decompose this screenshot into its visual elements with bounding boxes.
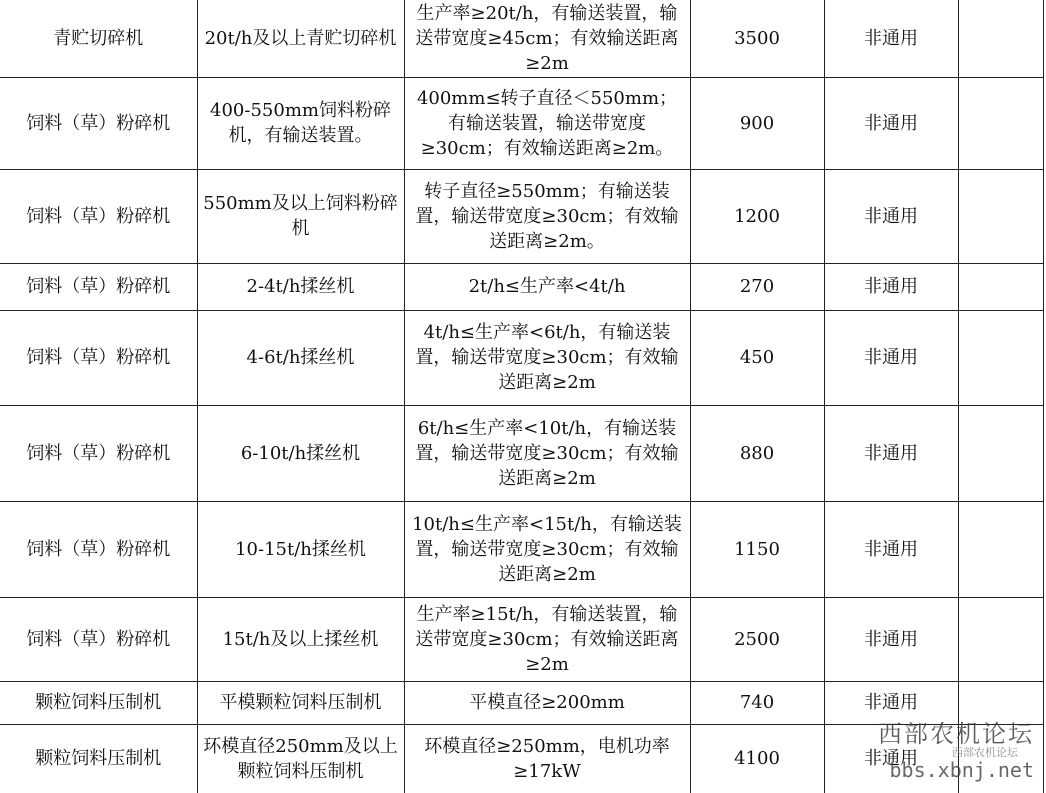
note-cell (958, 501, 1043, 597)
spec-cell: 平模直径≥200mm (404, 681, 690, 724)
type-cell: 非通用 (824, 169, 958, 263)
type-cell: 非通用 (824, 263, 958, 310)
machine-name-cell: 饲料（草）粉碎机 (0, 405, 197, 501)
type-cell: 非通用 (824, 0, 958, 77)
table-row (0, 597, 1043, 681)
model-cell: 2-4t/h揉丝机 (197, 263, 404, 310)
model-cell: 平模颗粒饲料压制机 (197, 681, 404, 724)
machine-name-cell: 饲料（草）粉碎机 (0, 310, 197, 405)
table-row (0, 724, 1043, 793)
model-cell: 400-550mm饲料粉碎机，有输送装置。 (197, 77, 404, 169)
spec-cell: 10t/h≤生产率<15t/h，有输送装置，输送带宽度≥30cm；有效输送距离≥2m (404, 501, 690, 597)
note-cell (958, 405, 1043, 501)
note-cell (958, 310, 1043, 405)
machine-name-cell: 饲料（草）粉碎机 (0, 597, 197, 681)
model-cell: 15t/h及以上揉丝机 (197, 597, 404, 681)
table-row (0, 77, 1043, 169)
type-cell: 非通用 (824, 405, 958, 501)
subsidy-cell: 900 (690, 77, 824, 169)
table-row (0, 0, 1043, 77)
spec-cell: 生产率≥15t/h，有输送装置，输送带宽度≥30cm；有效输送距离≥2m (404, 597, 690, 681)
machine-name-cell: 颗粒饲料压制机 (0, 681, 197, 724)
table-row (0, 169, 1043, 263)
type-cell: 非通用 (824, 724, 958, 793)
type-cell: 非通用 (824, 597, 958, 681)
subsidy-cell: 880 (690, 405, 824, 501)
spec-cell: 生产率≥20t/h，有输送装置，输送带宽度≥45cm；有效输送距离≥2m (404, 0, 690, 77)
watermark-url: bbs.xbnj.net (889, 758, 1034, 782)
machine-name-cell: 饲料（草）粉碎机 (0, 501, 197, 597)
machine-name-cell: 饲料（草）粉碎机 (0, 77, 197, 169)
table-row (0, 310, 1043, 405)
subsidy-cell: 740 (690, 681, 824, 724)
model-cell: 环模直径250mm及以上颗粒饲料压制机 (197, 724, 404, 793)
spec-cell: 6t/h≤生产率<10t/h，有输送装置，输送带宽度≥30cm；有效输送距离≥2m (404, 405, 690, 501)
subsidy-cell: 1200 (690, 169, 824, 263)
model-cell: 550mm及以上饲料粉碎机 (197, 169, 404, 263)
spec-cell: 4t/h≤生产率<6t/h，有输送装置，输送带宽度≥30cm；有效输送距离≥2m (404, 310, 690, 405)
type-cell: 非通用 (824, 310, 958, 405)
table-row (0, 501, 1043, 597)
spec-cell: 2t/h≤生产率<4t/h (404, 263, 690, 310)
machine-name-cell: 饲料（草）粉碎机 (0, 169, 197, 263)
note-cell (958, 681, 1043, 724)
subsidy-cell: 450 (690, 310, 824, 405)
model-cell: 4-6t/h揉丝机 (197, 310, 404, 405)
note-cell (958, 0, 1043, 77)
type-cell: 非通用 (824, 681, 958, 724)
subsidy-cell: 1150 (690, 501, 824, 597)
spec-cell: 转子直径≥550mm；有输送装置，输送带宽度≥30cm；有效输送距离≥2m。 (404, 169, 690, 263)
note-cell (958, 77, 1043, 169)
spec-cell: 400mm≤转子直径＜550mm；有输送装置，输送带宽度≥30cm；有效输送距离≥2m。 (404, 77, 690, 169)
spec-cell: 环模直径≥250mm，电机功率≥17kW (404, 724, 690, 793)
machine-name-cell: 饲料（草）粉碎机 (0, 263, 197, 310)
table-row (0, 681, 1043, 724)
subsidy-cell: 4100 (690, 724, 824, 793)
watermark-subtitle: 西部农机论坛 (952, 746, 1018, 759)
subsidy-cell: 270 (690, 263, 824, 310)
watermark-title: 西部农机论坛 (878, 720, 1034, 748)
type-cell: 非通用 (824, 77, 958, 169)
model-cell: 6-10t/h揉丝机 (197, 405, 404, 501)
table-row (0, 405, 1043, 501)
note-cell (958, 597, 1043, 681)
note-cell (958, 169, 1043, 263)
model-cell: 10-15t/h揉丝机 (197, 501, 404, 597)
note-cell (958, 263, 1043, 310)
machine-name-cell: 青贮切碎机 (0, 0, 197, 77)
table-row (0, 263, 1043, 310)
note-cell (958, 724, 1043, 793)
type-cell: 非通用 (824, 501, 958, 597)
machine-name-cell: 颗粒饲料压制机 (0, 724, 197, 793)
model-cell: 20t/h及以上青贮切碎机 (197, 0, 404, 77)
subsidy-cell: 2500 (690, 597, 824, 681)
subsidy-cell: 3500 (690, 0, 824, 77)
